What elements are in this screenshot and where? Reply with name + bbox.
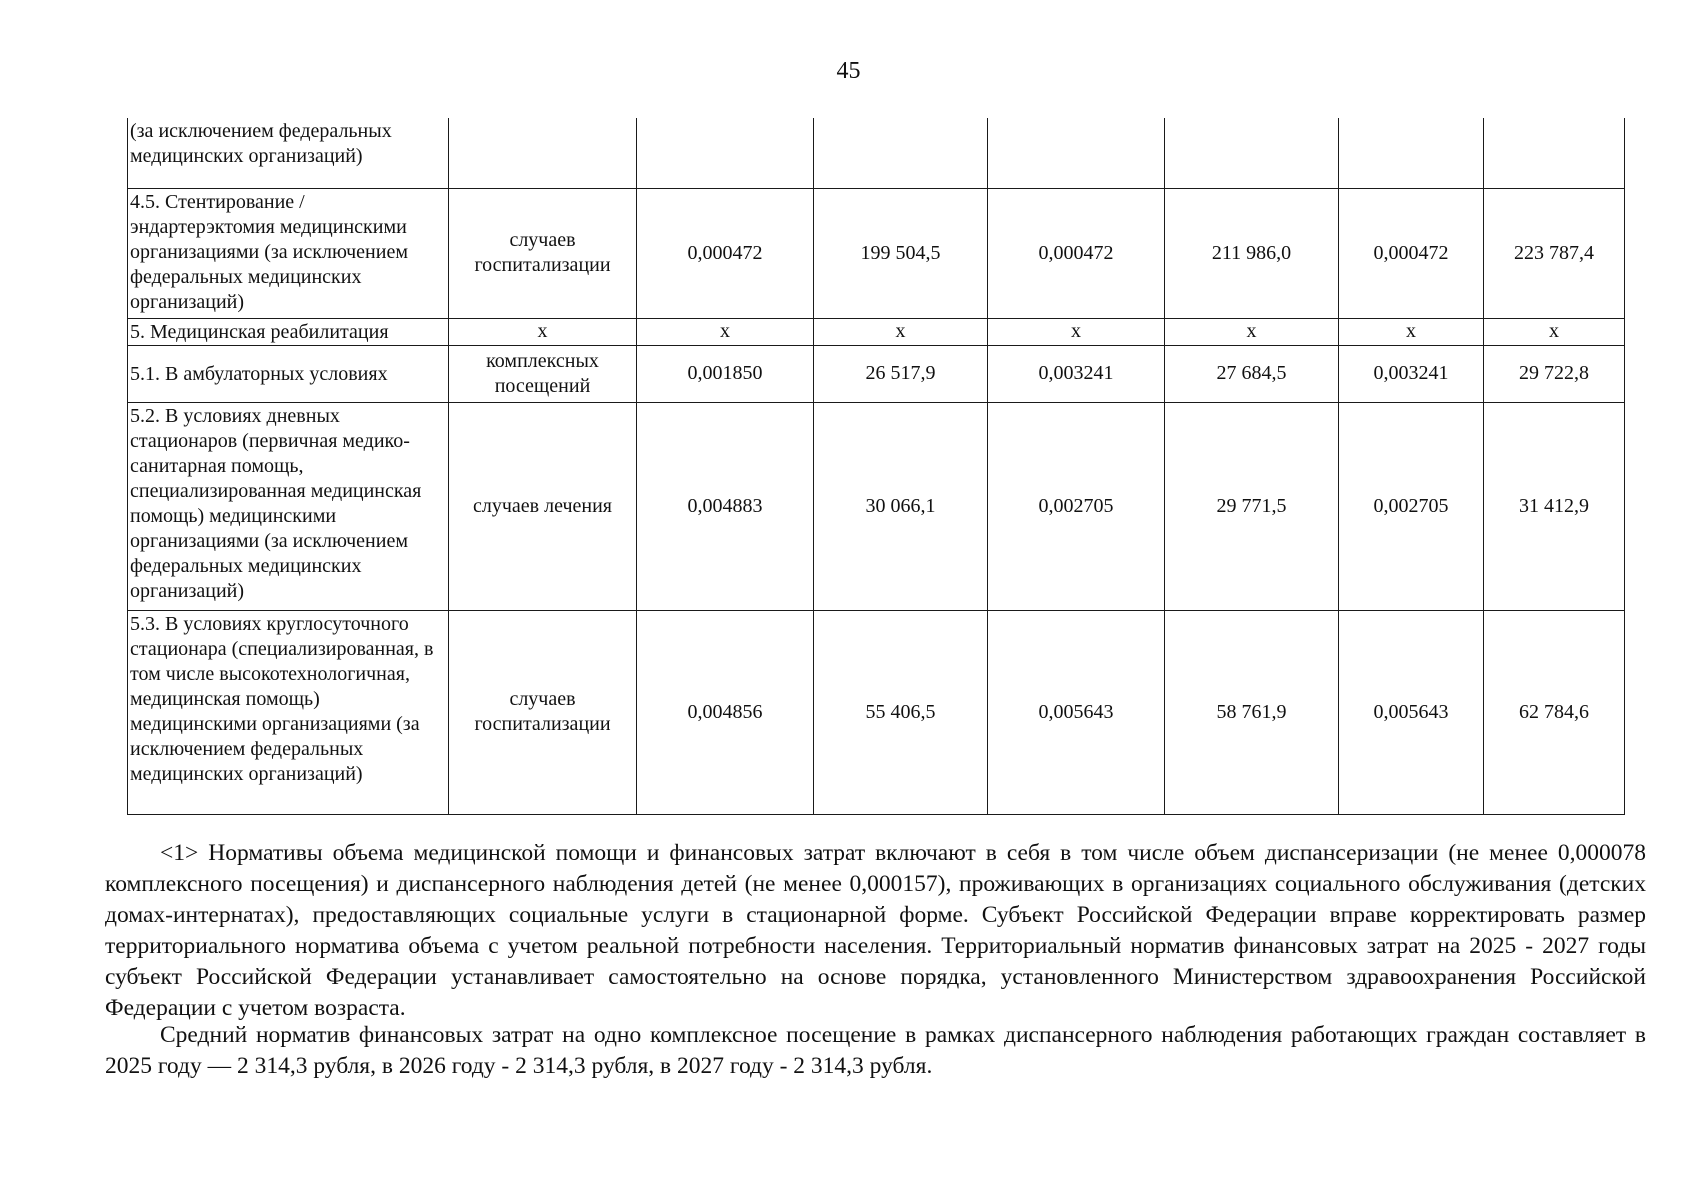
row-name-cell: 5. Медицинская реабилитация <box>128 318 449 345</box>
value-cell <box>637 118 814 188</box>
unit-cell: случаев госпитализации <box>449 188 637 318</box>
unit-cell: х <box>449 318 637 345</box>
value-cell: 0,001850 <box>637 345 814 402</box>
value-cell: 27 684,5 <box>1165 345 1339 402</box>
value-cell: х <box>637 318 814 345</box>
value-cell: 0,004856 <box>637 610 814 814</box>
value-cell: 0,005643 <box>1339 610 1484 814</box>
value-cell: х <box>814 318 988 345</box>
table-row <box>128 318 1625 345</box>
value-cell: 29 722,8 <box>1484 345 1625 402</box>
value-cell: 0,002705 <box>988 402 1165 610</box>
value-cell: х <box>988 318 1165 345</box>
value-cell: 55 406,5 <box>814 610 988 814</box>
footnote-2-text: Средний норматив финансовых затрат на одно комплексное посещение в рамках диспансерного наблюдения работающих граждан составляет в 2025 году — 2 314,3 рубля, в 2026 году - 2 314,3 рубля, в 2027 году - 2 314,3 рубля. <box>105 1022 1646 1079</box>
table-row <box>128 188 1625 318</box>
value-cell: 26 517,9 <box>814 345 988 402</box>
value-cell: 0,000472 <box>1339 188 1484 318</box>
row-name-cell: 5.3. В условиях круглосуточного стационара (специализированная, в том числе высокотехнологичная, медицинская помощь) медицинскими организациями (за исключением федеральных медицинских организаций) <box>128 610 449 814</box>
value-cell <box>1339 118 1484 188</box>
row-name-cell: 5.2. В условиях дневных стационаров (первичная медико-санитарная помощь, специализированная медицинская помощь) медицинскими организациями (за исключением федеральных медицинских организаций) <box>128 402 449 610</box>
value-cell: 0,000472 <box>637 188 814 318</box>
table-row <box>128 345 1625 402</box>
unit-cell <box>449 118 637 188</box>
table-row <box>128 610 1625 814</box>
value-cell <box>1484 118 1625 188</box>
value-cell: х <box>1165 318 1339 345</box>
table-row <box>128 402 1625 610</box>
footnote-1 <box>105 838 1646 1024</box>
unit-cell: случаев госпитализации <box>449 610 637 814</box>
value-cell: 0,003241 <box>1339 345 1484 402</box>
value-cell: 58 761,9 <box>1165 610 1339 814</box>
row-name-cell: 4.5. Стентирование / эндартерэктомия медицинскими организациями (за исключением федеральных медицинских организаций) <box>128 188 449 318</box>
value-cell: 0,005643 <box>988 610 1165 814</box>
value-cell: 0,003241 <box>988 345 1165 402</box>
value-cell: 0,004883 <box>637 402 814 610</box>
value-cell: 30 066,1 <box>814 402 988 610</box>
value-cell: 62 784,6 <box>1484 610 1625 814</box>
value-cell <box>988 118 1165 188</box>
unit-cell: случаев лечения <box>449 402 637 610</box>
page-number: 45 <box>836 58 861 84</box>
footnote-1-text: <1> Нормативы объема медицинской помощи и финансовых затрат включают в себя в том числе объем диспансеризации (не менее 0,000078 комплексного посещения) и диспансерного наблюдения детей (не менее 0,000157), проживающих в организациях социального обслуживания (детских домах-интернатах), предоставляющих социальные услуги в стационарной форме. Субъект Российской Федерации вправе корректировать размер территориального норматива объема с учетом реальной потребности населения. Территориальный норматив финансовых затрат на 2025 - 2027 годы субъект Российской Федерации устанавливает самостоятельно на основе порядка, установленного Министерством здравоохранения Российской Федерации с учетом возраста. <box>105 840 1646 1021</box>
value-cell: 223 787,4 <box>1484 188 1625 318</box>
row-name-cell: (за исключением федеральных медицинских организаций) <box>128 118 449 188</box>
value-cell: 211 986,0 <box>1165 188 1339 318</box>
table-row <box>128 118 1625 188</box>
value-cell: 199 504,5 <box>814 188 988 318</box>
footnote-2 <box>105 1020 1646 1082</box>
value-cell: 0,000472 <box>988 188 1165 318</box>
value-cell: 0,002705 <box>1339 402 1484 610</box>
value-cell: х <box>1339 318 1484 345</box>
unit-cell: комплексных посещений <box>449 345 637 402</box>
norms-table <box>127 118 1625 815</box>
value-cell <box>814 118 988 188</box>
value-cell: х <box>1484 318 1625 345</box>
value-cell: 31 412,9 <box>1484 402 1625 610</box>
row-name-cell: 5.1. В амбулаторных условиях <box>128 345 449 402</box>
value-cell <box>1165 118 1339 188</box>
value-cell: 29 771,5 <box>1165 402 1339 610</box>
